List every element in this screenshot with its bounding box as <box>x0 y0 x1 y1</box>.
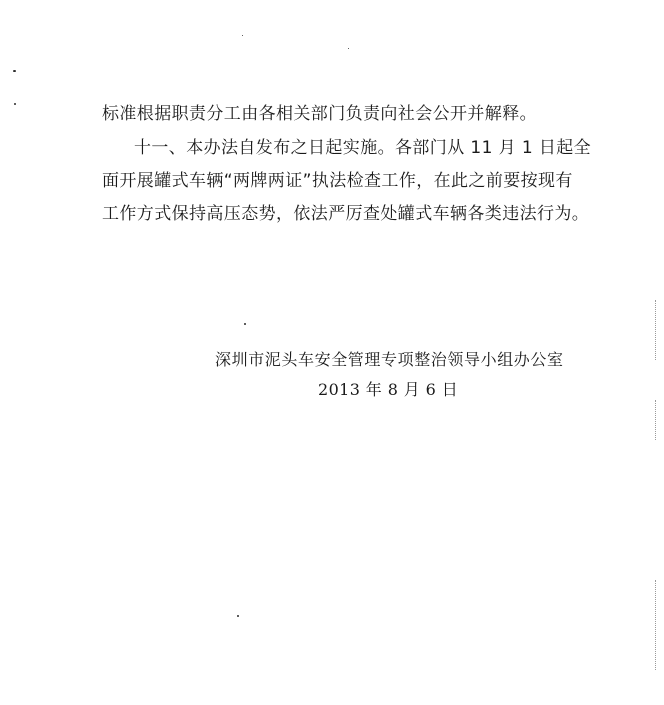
body-text-line: 标准根据职责分工由各相关部门负责向社会公开并解释。 <box>102 104 537 124</box>
scan-edge-artifact <box>655 300 658 360</box>
scan-edge-artifact <box>655 580 658 670</box>
body-text-line: 工作方式保持高压态势，依法严厉查处罐式车辆各类违法行为。 <box>102 204 590 224</box>
scan-edge-artifact <box>655 400 658 440</box>
scan-speck <box>13 70 16 72</box>
body-text-line: 十一、本办法自发布之日起实施。各部门从 11 月 1 日起全 <box>134 138 592 158</box>
scan-speck <box>348 48 349 49</box>
issue-date: 2013 年 8 月 6 日 <box>318 380 459 399</box>
scan-speck <box>244 323 246 325</box>
scan-speck <box>242 35 243 36</box>
scan-speck <box>14 103 16 105</box>
body-text-line: 面开展罐式车辆“两牌两证”执法检查工作，在此之前要按现有 <box>102 171 573 191</box>
issuing-organization: 深圳市泥头车安全管理专项整治领导小组办公室 <box>215 350 564 369</box>
scan-speck <box>237 615 239 617</box>
